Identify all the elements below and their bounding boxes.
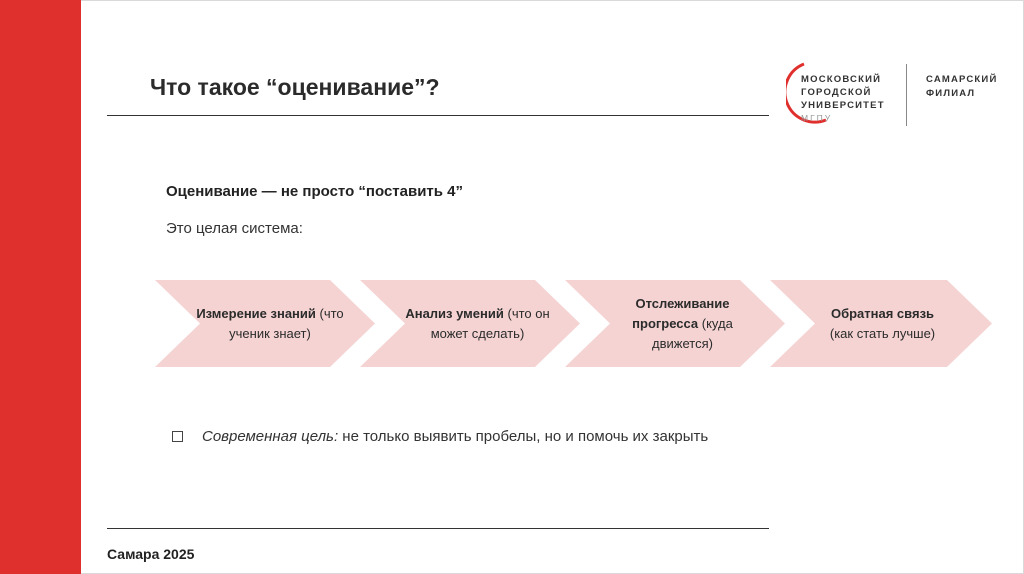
footer-text: Самара 2025	[107, 546, 195, 562]
branch-line-2: ФИЛИАЛ	[926, 88, 976, 99]
step-4-title: Обратная связь	[830, 305, 935, 321]
step-2-text	[405, 280, 550, 367]
slide-title: Что такое “оценивание”?	[150, 74, 440, 100]
slide-subtitle: Оценивание — не просто “поставить 4”	[166, 183, 463, 200]
step-1-text	[195, 280, 345, 367]
footer-divider	[107, 528, 769, 529]
logo-line-3: УНИВЕРСИТЕТ	[801, 100, 885, 111]
branch-line-1: САМАРСКИЙ	[926, 74, 998, 85]
logo-line-1: МОСКОВСКИЙ	[801, 74, 882, 85]
chevron-step-3	[565, 280, 785, 367]
step-3-title: Отслеживание прогресса	[632, 295, 730, 331]
logo-line-4: МГПУ	[801, 113, 833, 123]
step-4-text	[815, 280, 950, 367]
goal-note	[172, 428, 708, 445]
step-1-title: Измерение знаний	[196, 305, 316, 321]
chevron-step-2	[360, 280, 580, 367]
step-2-detail: (что он может сделать)	[430, 305, 550, 341]
checkbox-icon	[172, 431, 183, 442]
step-1-detail: (что ученик знает)	[229, 305, 344, 341]
goal-text	[202, 428, 708, 445]
step-3-detail: (куда движется)	[652, 315, 733, 351]
intro-text: Это целая система:	[166, 220, 303, 237]
step-2-title: Анализ умений	[405, 305, 504, 321]
goal-description: не только выявить пробелы, но и помочь их закрыть	[338, 428, 709, 445]
step-3-text	[610, 280, 755, 367]
chevron-step-1	[155, 280, 375, 367]
step-4-detail: (как стать лучше)	[829, 325, 936, 341]
goal-label: Современная цель:	[202, 428, 339, 445]
chevron-step-4	[770, 280, 992, 367]
logo-line-2: ГОРОДСКОЙ	[801, 87, 872, 98]
